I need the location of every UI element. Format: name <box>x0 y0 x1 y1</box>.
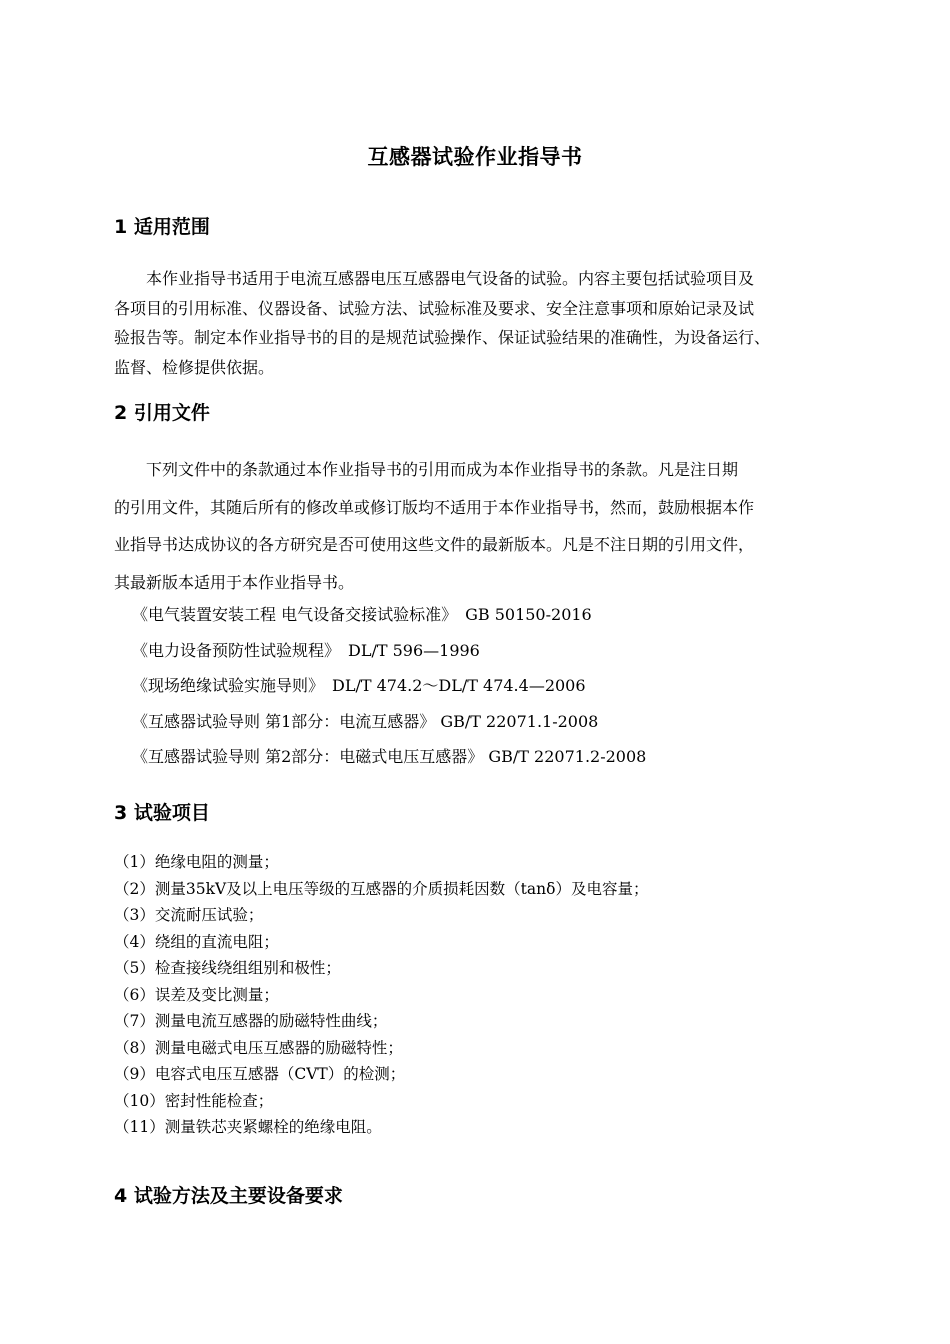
paragraph-line: 验报告等。制定本作业指导书的目的是规范试验操作、保证试验结果的准确性，为设备运行、 <box>114 328 771 347</box>
test-item: （8）测量电磁式电压互感器的励磁特性； <box>114 1038 403 1057</box>
section-heading-scope: 1 适用范围 <box>114 216 210 238</box>
document-title: 互感器试验作业指导书 <box>367 145 583 169</box>
test-item: （3）交流耐压试验； <box>114 906 264 924</box>
reference-item: 《互感器试验导则 第1部分：电流互感器》 GB/T 22071.1-2008 <box>132 711 599 731</box>
section-heading-test-methods: 4 试验方法及主要设备要求 <box>114 1185 343 1207</box>
reference-item: 《电力设备预防性试验规程》 DL/T 596—1996 <box>132 640 480 660</box>
test-item: （2）测量35kV及以上电压等级的互感器的介质损耗因数（tanδ）及电容量； <box>114 879 649 898</box>
paragraph-line: 监督、检修提供依据。 <box>114 357 275 377</box>
test-item: （5）检查接线绕组组别和极性； <box>114 959 341 977</box>
test-item: （9）电容式电压互感器（CVT）的检测； <box>114 1065 406 1083</box>
test-item: （7）测量电流互感器的励磁特性曲线； <box>114 1012 388 1030</box>
reference-list <box>132 597 646 775</box>
test-item: （11）测量铁芯夹紧螺栓的绝缘电阻。 <box>114 1118 382 1136</box>
test-item-list <box>114 849 648 1141</box>
paragraph-line: 其最新版本适用于本作业指导书。 <box>114 572 355 592</box>
test-item: （10）密封性能检查； <box>114 1091 274 1110</box>
section-heading-references: 2 引用文件 <box>114 402 210 424</box>
paragraph-line: 业指导书达成协议的各方研究是否可使用这些文件的最新版本。凡是不注日期的引用文件， <box>114 535 755 554</box>
paragraph-line: 本作业指导书适用于电流互感器电压互感器电气设备的试验。内容主要包括试验项目及 <box>114 269 755 288</box>
paragraph-line: 下列文件中的条款通过本作业指导书的引用而成为本作业指导书的条款。凡是注日期 <box>114 460 739 479</box>
references-intro-paragraph <box>114 451 892 601</box>
test-item: （4）绕组的直流电阻； <box>114 932 279 951</box>
scope-paragraph <box>114 264 892 382</box>
test-item: （6）误差及变比测量； <box>114 985 279 1004</box>
reference-item: 《互感器试验导则 第2部分：电磁式电压互感器》 GB/T 22071.2-2008 <box>132 747 647 766</box>
paragraph-line: 各项目的引用标准、仪器设备、试验方法、试验标准及要求、安全注意事项和原始记录及试 <box>114 298 755 318</box>
test-item: （1）绝缘电阻的测量； <box>114 853 279 871</box>
reference-item: 《电气装置安装工程 电气设备交接试验标准》 GB 50150-2016 <box>132 605 592 624</box>
section-heading-test-items: 3 试验项目 <box>114 802 210 824</box>
reference-item: 《现场绝缘试验实施导则》 DL/T 474.2～DL/T 474.4—2006 <box>132 676 586 695</box>
paragraph-line: 的引用文件，其随后所有的修改单或修订版均不适用于本作业指导书，然而，鼓励根据本作 <box>114 497 755 517</box>
